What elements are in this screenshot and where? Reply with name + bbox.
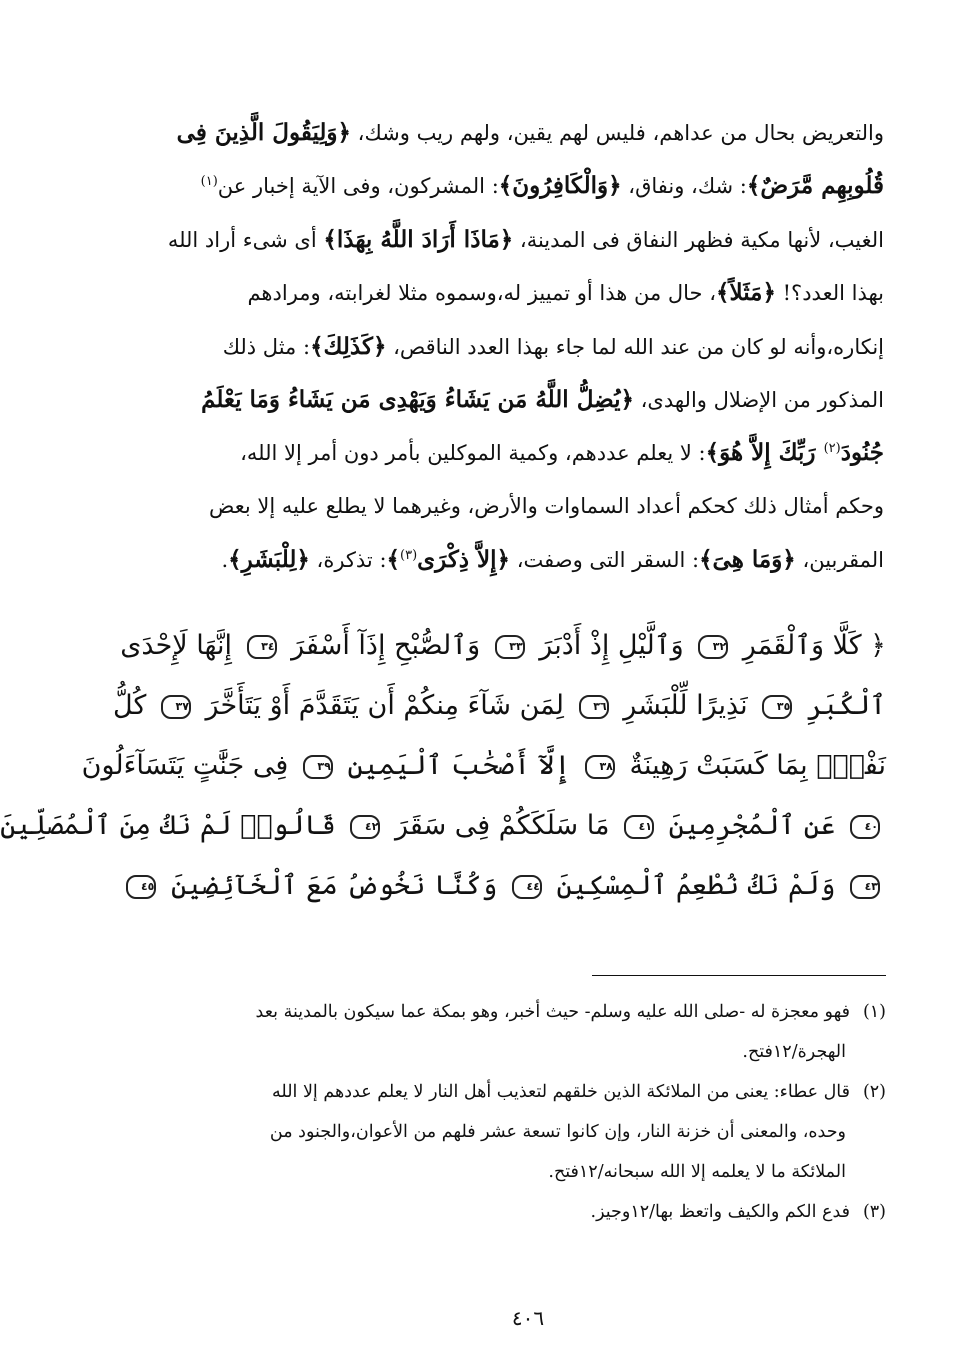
verse-text: وَكُنَّا نَخُوضُ مَعَ ٱلْخَآئِضِينَ: [171, 870, 498, 901]
quran-quote: ﴿وَلِيَقُولَ الَّذِينَ فِى: [176, 119, 351, 146]
quran-quote: ﴿إِلاَّ ذِكْرَى: [417, 546, 511, 574]
verse-text: كُلُّ: [113, 690, 147, 721]
verse-text: فِى جَنَّٰتٍ يَتَسَآءَلُونَ: [81, 750, 289, 781]
quran-quote: جُنُودَ: [840, 439, 884, 467]
commentary-text: المذكور من الإضلال والهدى،: [633, 387, 884, 412]
ayah-number-marker: ٣٥: [762, 695, 792, 719]
commentary-text: بهذا العدد؟!: [775, 281, 884, 306]
commentary-line: [134, 106, 884, 159]
commentary-text: وحكم أمثال ذلك كحكم أعداد السماوات والأرض، وغيرهما لا يطلع عليه إلا بعض: [209, 493, 884, 518]
tafsir-commentary: [134, 106, 884, 587]
quran-verses-block: [0, 616, 886, 916]
verse-text: وَٱلصُّبْحِ إِذَآ أَسْفَرَ: [291, 630, 481, 661]
quran-quote: ﴿كَذَلِكَ﴾: [310, 332, 387, 360]
footnote-line: [134, 1072, 886, 1112]
commentary-text: : شك، ونفاق،: [621, 174, 747, 199]
ayah-number-marker: ٣٣: [495, 635, 525, 659]
verse-text: نَذِيرًا لِّلْبَشَرِ: [623, 690, 748, 721]
commentary-text: : المشركون، وفى الآية إخبار عن: [217, 174, 499, 199]
quran-quote: ﴿يُضِلُّ اللَّهُ مَن يَشَاءُ وَيَهْدِى مَن يَشَاءُ وَمَا يَعْلَمُ: [201, 385, 634, 413]
quran-quote: ﴿لِلْبَشَرِ﴾: [228, 546, 310, 574]
commentary-line: [134, 266, 884, 319]
footnotes: [134, 992, 886, 1232]
quran-quote: ﴿وَمَا هِىَ﴾: [699, 546, 796, 574]
verse-text: عَنِ ٱلْمُجْرِمِينَ: [668, 810, 836, 841]
page-number: ٤٠٦: [511, 1306, 545, 1330]
ayah-number-marker: ٤٢: [350, 815, 380, 839]
commentary-text: : مثل ذلك: [222, 334, 311, 359]
verse-line: [81, 736, 886, 796]
commentary-line: [134, 533, 884, 586]
ayah-number-marker: ٣٤: [247, 635, 277, 659]
quran-quote: ﴿وَالْكَافِرُونَ﴾: [498, 172, 622, 200]
ayah-number-marker: ٤٥: [126, 875, 156, 899]
ayah-number-marker: ٤١: [624, 815, 654, 839]
footnote-marker: (٢): [823, 441, 841, 457]
commentary-line: [134, 320, 884, 373]
verse-text: إِلَّآ أَصْحَٰبَ ٱلْيَمِينِ: [347, 750, 571, 781]
verse-line: [134, 856, 886, 916]
ayah-number-marker: ٤٤: [512, 875, 542, 899]
quran-quote: ﴿مَثَلاً﴾: [716, 279, 776, 307]
commentary-text: المقربين،: [795, 548, 884, 573]
ayah-number-marker: ٤٠: [850, 815, 880, 839]
footnote-text: الملائكة ما لا يعلمه إلا الله سبحانه/١٢فتح.: [548, 1162, 846, 1182]
footnote-3: [134, 1192, 886, 1232]
footnote-marker: (٣): [400, 548, 418, 564]
footnote-text: الهجرة/١٢فتح.: [742, 1042, 846, 1062]
verse-line: [113, 676, 886, 736]
commentary-line: [134, 373, 884, 426]
ayah-number-marker: ٣٧: [161, 695, 191, 719]
footnote-line: [134, 1032, 886, 1072]
footnote-1: [134, 992, 886, 1072]
verse-text: نَفْسٍۭ بِمَا كَسَبَتْ رَهِينَةٌ: [629, 750, 886, 781]
commentary-text: : السقر التى وصفت،: [510, 548, 700, 573]
quran-quote: ﴾: [386, 546, 401, 574]
footnote-line: [134, 1152, 886, 1192]
verse-line: [120, 616, 886, 676]
commentary-text: : لا يعلم عددهم، وكمية الموكلين بأمر دون أمر إلا الله،: [240, 441, 706, 466]
commentary-line: [134, 159, 884, 212]
verse-text: وَلَمْ نَكُ نُطْعِمُ ٱلْمِسْكِينَ: [556, 870, 836, 901]
footnote-divider: [592, 975, 886, 976]
commentary-text: إنكاره،وأنه لو كان من عند الله لما جاء بهذا العدد الناقص،: [386, 334, 884, 359]
footnote-line: [134, 1192, 886, 1232]
verse-text: قَالُوا۟ لَمْ نَكُ مِنَ ٱلْمُصَلِّينَ: [0, 810, 336, 841]
commentary-line: [134, 426, 884, 479]
quran-quote: قُلُوبِهِم مَّرَضٌ﴾: [746, 172, 884, 200]
footnote-number: (١): [862, 1002, 886, 1022]
footnote-number: (٢): [862, 1082, 886, 1102]
ayah-number-marker: ٤٣: [850, 875, 880, 899]
footnote-line: [134, 992, 886, 1032]
footnote-text: فدع الكم والكيف واتعظ بها/١٢وجيز.: [590, 1202, 850, 1222]
footnote-text: فهو معجزة له -صلى الله عليه وسلم- حيث أخبر، وهو بمكة عما سيكون بالمدينة بعد: [255, 1002, 850, 1022]
commentary-text: ، حال من هذا أو تمييز له،وسموه مثلا لغرابته، ومرادهم: [247, 281, 716, 306]
footnote-2: [134, 1072, 886, 1192]
quran-quote: رَبِّكَ إِلاَّ هُوَ﴾: [705, 439, 824, 467]
verse-line: [0, 796, 886, 856]
commentary-text: : تذكرة،: [309, 548, 387, 573]
ayah-number-marker: ٣٨: [585, 755, 615, 779]
verse-text: ٱلْكُبَرِ: [806, 690, 886, 721]
footnote-marker: (١): [200, 174, 218, 190]
footnote-text: قال عطاء: يعنى من الملائكة الذين خلقهم لتعذيب أهل النار لا يعلم عددهم إلا الله: [272, 1082, 850, 1102]
commentary-text: .: [221, 548, 229, 573]
verse-text: وَٱلَّيْلِ إِذْ أَدْبَرَ: [539, 630, 684, 661]
verse-text: ﴿ كَلَّا وَٱلْقَمَرِ: [742, 630, 886, 661]
verse-text: إِنَّهَا لَإِحْدَى: [120, 630, 232, 661]
verse-text: مَا سَلَكَكُمْ فِى سَقَرَ: [395, 810, 610, 841]
footnote-line: [134, 1112, 886, 1152]
commentary-line: [134, 480, 884, 533]
commentary-line: [134, 213, 884, 266]
ayah-number-marker: ٣٢: [698, 635, 728, 659]
commentary-text: الغيب، لأنها مكية فظهر النفاق فى المدينة،: [513, 227, 884, 252]
quran-quote: ﴿مَاذَا أَرَادَ اللَّهُ بِهَذَا﴾: [323, 225, 514, 253]
ayah-number-marker: ٣٩: [303, 755, 333, 779]
ayah-number-marker: ٣٦: [579, 695, 609, 719]
commentary-text: أى شىء أراد الله: [167, 227, 324, 252]
verse-text: لِمَن شَآءَ مِنكُمْ أَن يَتَقَدَّمَ أَوْ يَتَأَخَّرَ: [205, 690, 565, 721]
footnote-text: وحده، والمعنى أن خزنة النار، وإن كانوا تسعة عشر فلهم من الأعوان،والجنود من: [269, 1122, 846, 1142]
footnote-number: (٣): [862, 1202, 886, 1222]
commentary-text: والتعريض بحال من عداهم، فليس لهم يقين، ولهم ريب وشك،: [351, 121, 884, 145]
